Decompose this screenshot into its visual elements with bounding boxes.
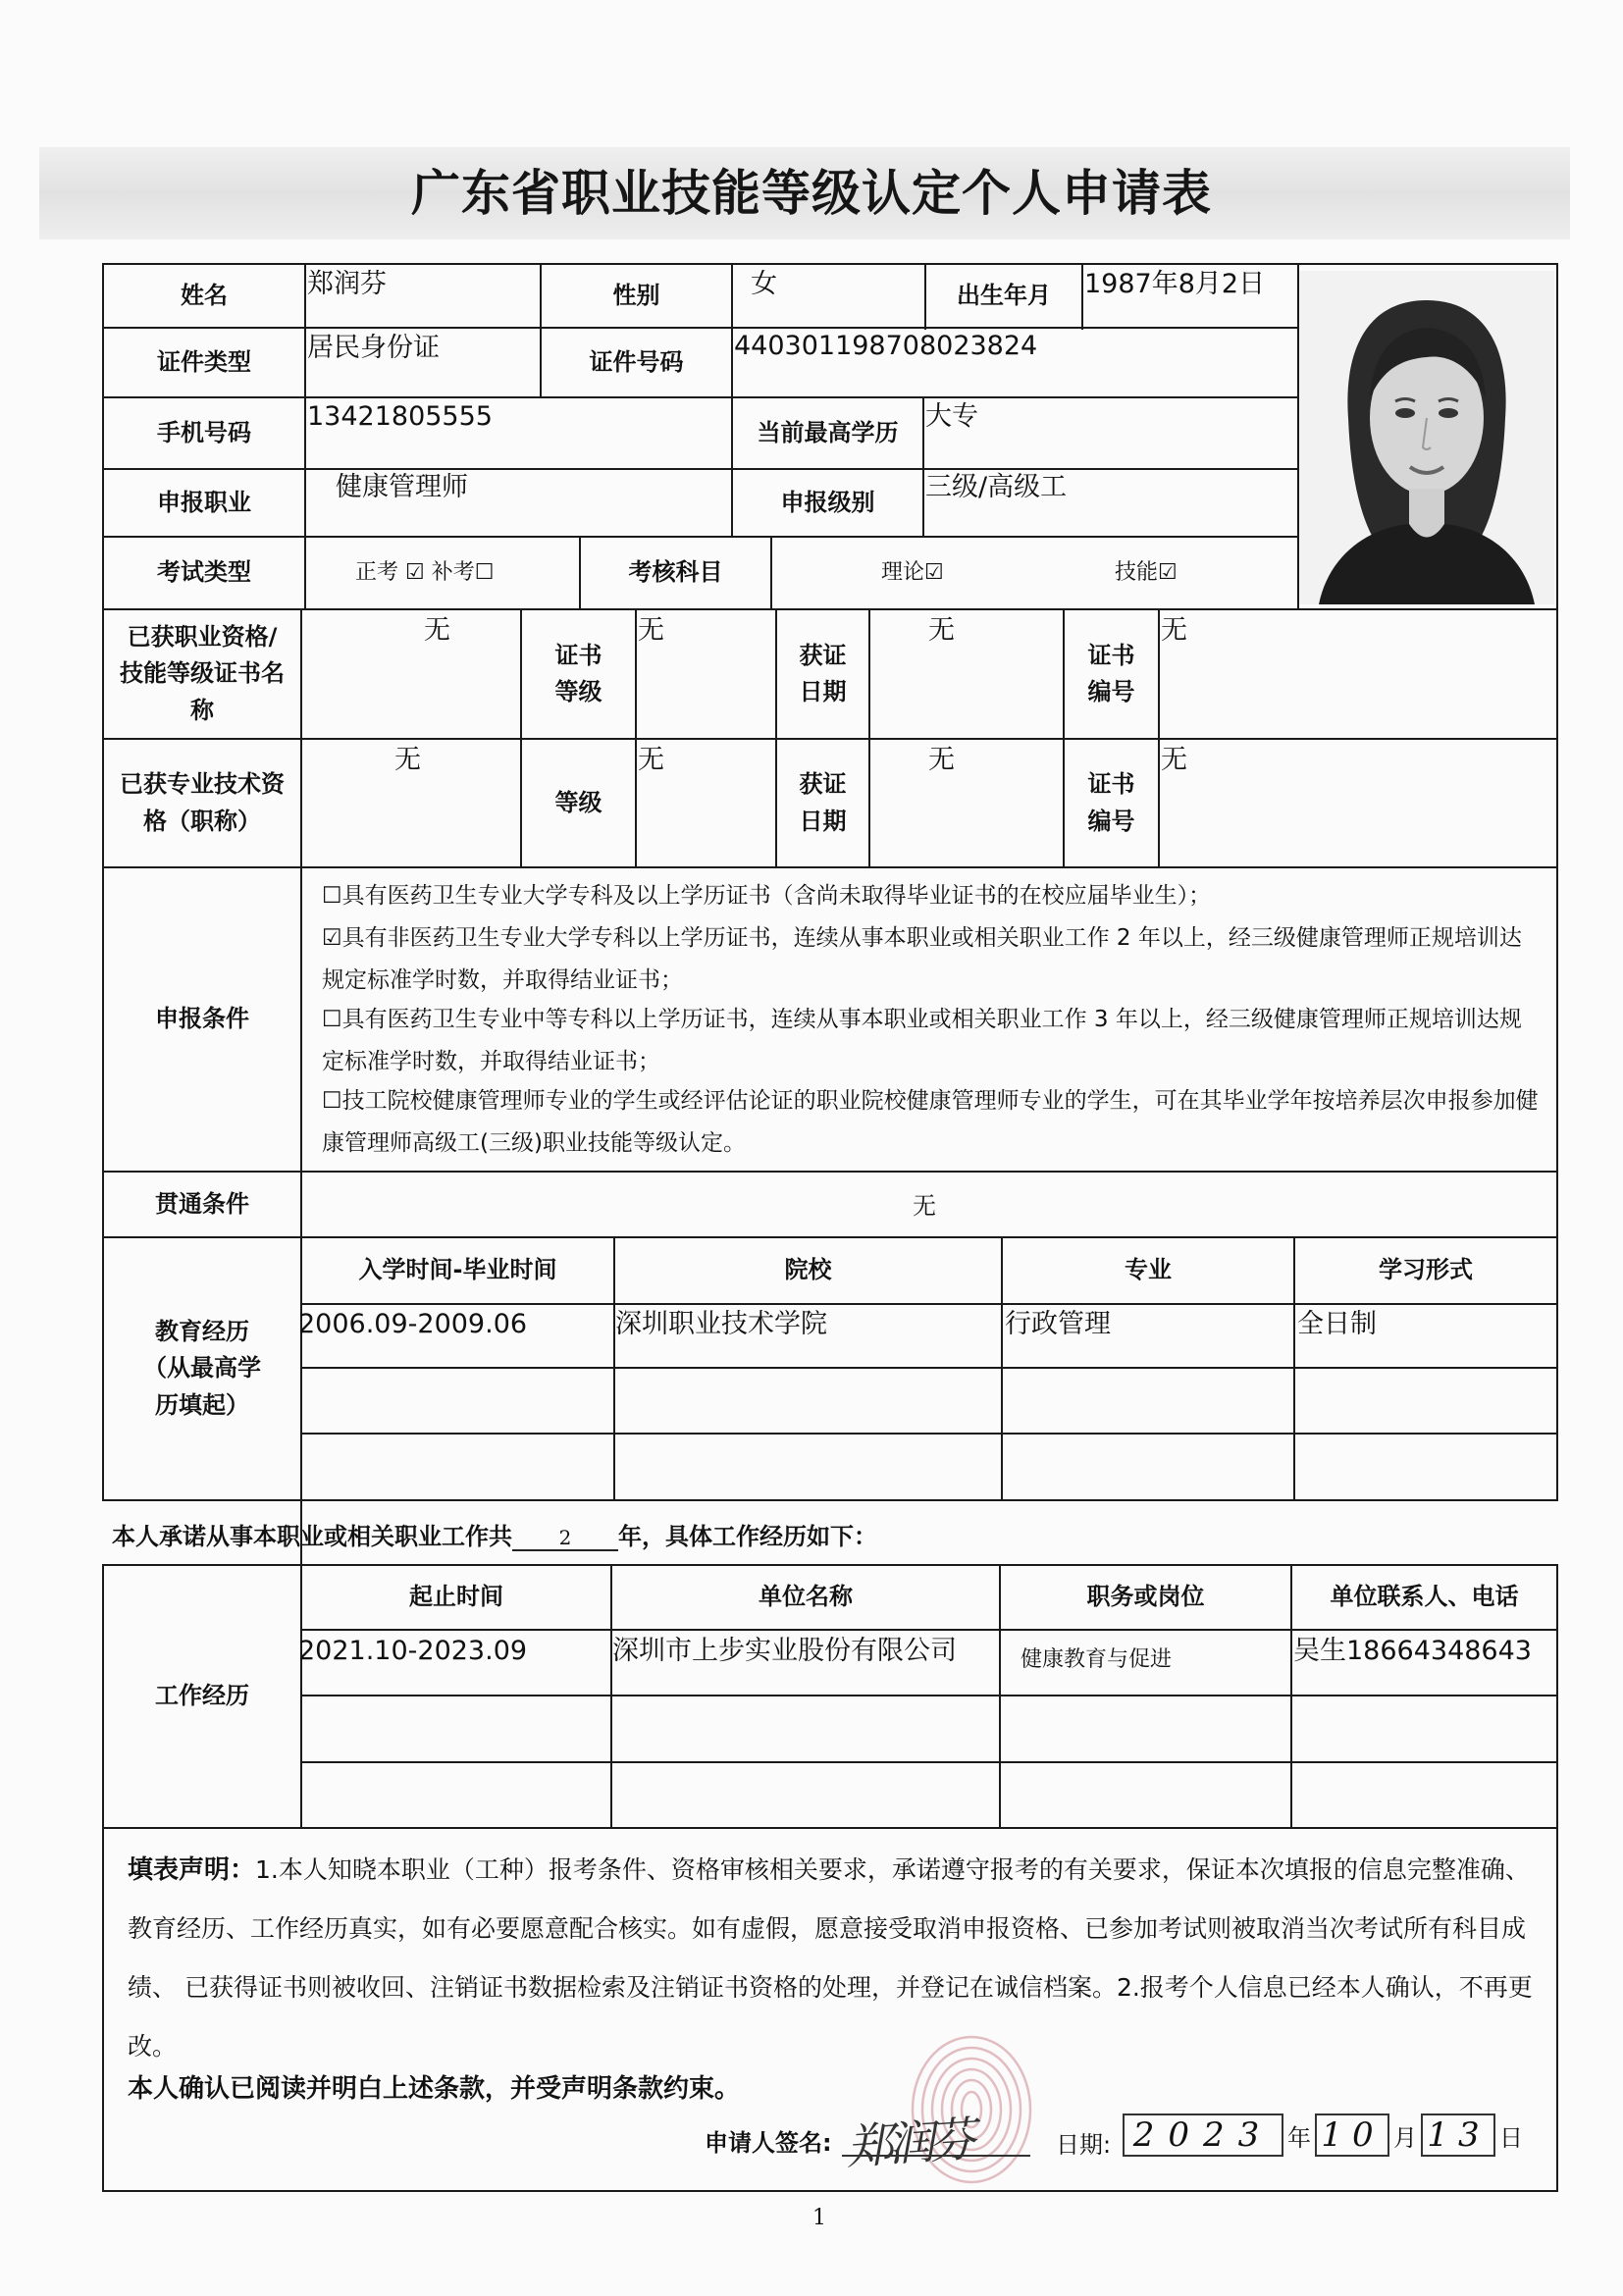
qual-cert-label: 已获职业资格/技能等级证书名称 bbox=[120, 623, 285, 724]
edu-header-period: 入学时间-毕业时间 bbox=[358, 1256, 557, 1284]
birth-label: 出生年月 bbox=[957, 281, 1051, 309]
work-header-company: 单位名称 bbox=[759, 1583, 853, 1611]
declaration-confirm: 本人确认已阅读并明白上述条款，并受声明条款约束。 bbox=[128, 2074, 741, 2104]
through-value: 无 bbox=[913, 1192, 936, 1220]
id-no-label: 证件号码 bbox=[589, 347, 684, 376]
condition-item: ☐具有医药卫生专业大学专科及以上学历证书（含尚未取得毕业证书的在校应届毕业生）； bbox=[322, 883, 1212, 909]
edu-header-mode: 学习形式 bbox=[1379, 1256, 1473, 1284]
phone-label: 手机号码 bbox=[157, 418, 251, 446]
qual-cert-name: 无 bbox=[424, 615, 450, 646]
id-type-label: 证件类型 bbox=[157, 347, 251, 376]
id-type-value: 居民身份证 bbox=[307, 333, 440, 363]
through-label: 贯通条件 bbox=[155, 1189, 249, 1218]
promise-years: 2 bbox=[512, 1526, 618, 1551]
sign-day: 13 bbox=[1421, 2113, 1495, 2157]
work-label: 工作经历 bbox=[155, 1682, 249, 1710]
name-value: 郑润芬 bbox=[307, 269, 387, 299]
edu-header-major: 专业 bbox=[1125, 1256, 1172, 1284]
gender-value: 女 bbox=[751, 269, 777, 299]
edu-period: 2006.09-2009.06 bbox=[298, 1309, 528, 1339]
day-unit: 日 bbox=[1499, 2123, 1523, 2152]
subject-skill: 技能☑ bbox=[1115, 560, 1178, 585]
edu-school: 深圳职业技术学院 bbox=[615, 1309, 827, 1339]
gender-label: 性别 bbox=[612, 281, 660, 309]
applicant-photo bbox=[1299, 271, 1554, 604]
applicant-signature: 郑润芬 bbox=[844, 2112, 972, 2176]
promise-prefix: 本人承诺从事本职业或相关职业工作共 bbox=[112, 1523, 512, 1550]
sign-month: 10 bbox=[1315, 2113, 1389, 2157]
year-unit: 年 bbox=[1287, 2123, 1311, 2152]
work-contact: 吴生18664348643 bbox=[1293, 1636, 1532, 1666]
phone-value: 13421805555 bbox=[307, 401, 493, 432]
prof-title-date: 无 bbox=[928, 745, 955, 775]
work-header-position: 职务或岗位 bbox=[1086, 1583, 1205, 1611]
occupation-label: 申报职业 bbox=[157, 488, 251, 516]
prof-title-no: 无 bbox=[1161, 745, 1187, 775]
prof-title-name: 无 bbox=[394, 745, 421, 775]
prof-title-grade-label: 等级 bbox=[554, 788, 602, 816]
qual-cert-date-label: 获证日期 bbox=[799, 641, 847, 705]
birth-value: 1987年8月2日 bbox=[1084, 269, 1266, 299]
work-period: 2021.10-2023.09 bbox=[298, 1636, 528, 1666]
edu-mode: 全日制 bbox=[1297, 1309, 1377, 1339]
prof-title-grade: 无 bbox=[638, 745, 664, 775]
date-label: 日期: bbox=[1056, 2131, 1112, 2159]
declaration-body: 1.本人知晓本职业（工种）报考条件、资格审核相关要求，承诺遵守报考的有关要求，保证本次填报的信息完整准确、教育经历、工作经历真实，如有必要愿意配合核实。如有虚假，愿意接受取消申报资格、已参加考试则被取消当次考试所有科目成绩、 已获得证书则被收回、注销证书数据检索及注销证书资格的处理，并登记在诚信档案。2.报考个人信息已经本人确认，不再更改。 bbox=[128, 1855, 1533, 2061]
education-label: 教育经历（从最高学历填起） bbox=[143, 1318, 261, 1419]
signature-underline bbox=[842, 2155, 1030, 2157]
qual-cert-grade: 无 bbox=[638, 615, 664, 646]
education-level-label: 当前最高学历 bbox=[757, 418, 899, 446]
id-no-value: 440301198708023824 bbox=[734, 331, 1038, 361]
prof-title-date-label: 获证日期 bbox=[799, 770, 847, 835]
apply-level-label: 申报级别 bbox=[780, 488, 875, 516]
work-company: 深圳市上步实业股份有限公司 bbox=[612, 1636, 957, 1666]
qual-cert-grade-label: 证书等级 bbox=[554, 641, 602, 705]
qual-cert-no: 无 bbox=[1161, 615, 1187, 646]
prof-title-label: 已获专业技术资格（职称） bbox=[120, 770, 285, 835]
occupation-value: 健康管理师 bbox=[336, 472, 468, 502]
subject-label: 考核科目 bbox=[628, 558, 723, 587]
exam-type-label: 考试类型 bbox=[157, 558, 251, 587]
work-position: 健康教育与促进 bbox=[1021, 1647, 1173, 1672]
page-title: 广东省职业技能等级认定个人申请表 bbox=[411, 165, 1212, 222]
month-unit: 月 bbox=[1393, 2123, 1417, 2152]
exam-type-options: 正考 ☑ 补考☐ bbox=[355, 560, 495, 585]
promise-suffix: 年，具体工作经历如下： bbox=[618, 1523, 877, 1550]
sign-date bbox=[1123, 2113, 1527, 2157]
page-number: 1 bbox=[812, 2206, 826, 2230]
signature-label: 申请人签名: bbox=[705, 2129, 832, 2157]
declaration-text bbox=[128, 1841, 1541, 2076]
prof-title-no-label: 证书编号 bbox=[1087, 770, 1135, 835]
work-header-period: 起止时间 bbox=[409, 1583, 503, 1611]
condition-item: ☐技工院校健康管理师专业的学生或经评估论证的职业院校健康管理师专业的学生，可在其毕业学年按培养层次申报参加健康管理师高级工(三级)职业技能等级认定。 bbox=[322, 1088, 1539, 1156]
edu-major: 行政管理 bbox=[1005, 1309, 1111, 1339]
conditions-label: 申报条件 bbox=[155, 1005, 249, 1033]
name-label: 姓名 bbox=[181, 281, 228, 309]
promise-line bbox=[112, 1517, 877, 1551]
qual-cert-date: 无 bbox=[928, 615, 955, 646]
apply-level-value: 三级/高级工 bbox=[925, 472, 1068, 502]
work-header-contact: 单位联系人、电话 bbox=[1330, 1583, 1519, 1611]
qual-cert-no-label: 证书编号 bbox=[1087, 641, 1135, 705]
education-level-value: 大专 bbox=[925, 401, 978, 432]
condition-item: ☐具有医药卫生专业中等专科以上学历证书，连续从事本职业或相关职业工作 3 年以上，经三级健康管理师正规培训达规定标准学时数，并取得结业证书； bbox=[322, 1007, 1522, 1074]
declaration-head: 填表声明： bbox=[128, 1855, 256, 1885]
edu-header-school: 院校 bbox=[784, 1256, 832, 1284]
subject-theory: 理论☑ bbox=[881, 560, 944, 585]
condition-item: ☑具有非医药卫生专业大学专科以上学历证书，连续从事本职业或相关职业工作 2 年以上，经三级健康管理师正规培训达规定标准学时数，并取得结业证书； bbox=[322, 925, 1522, 993]
sign-year: 2023 bbox=[1123, 2113, 1283, 2157]
